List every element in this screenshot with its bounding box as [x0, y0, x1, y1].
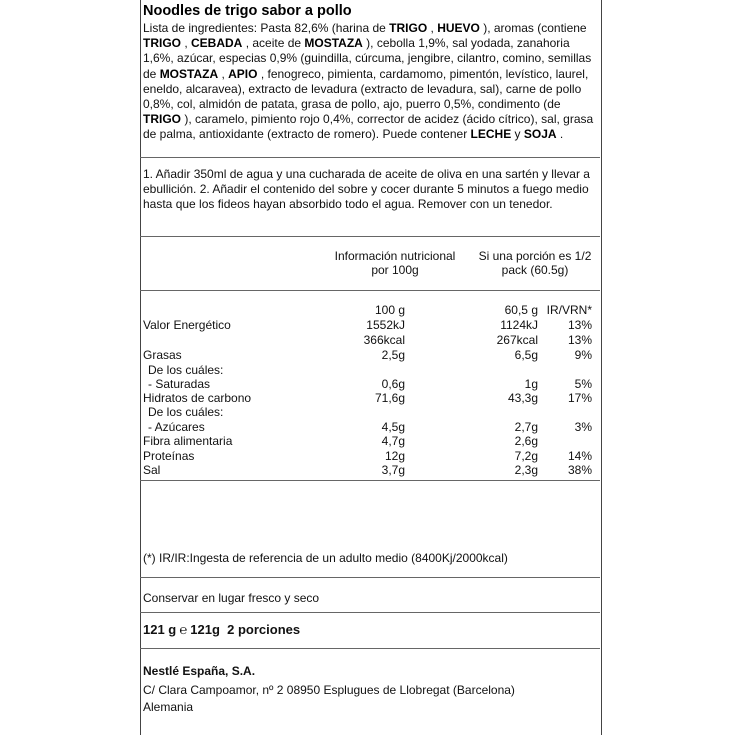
nutrient-ir-percent: 9%: [574, 348, 592, 362]
allergen: MOSTAZA: [304, 36, 363, 51]
nutrient-label: Proteínas: [143, 449, 195, 463]
nutrient-label: - Saturadas: [148, 377, 211, 391]
nutrient-per-portion: 2,3g: [514, 463, 538, 477]
allergen: SOJA: [523, 127, 557, 142]
nutrient-ir-percent: 17%: [567, 391, 592, 405]
ingredient-text: y: [511, 127, 524, 142]
ingredient-text: ,: [181, 36, 192, 51]
nutrient-per100: 0,6g: [381, 377, 405, 391]
ingredient-text: ), cebolla 1,9%, sal yodada, zanahoria 1,6%, azúcar, especias 0,9% (guindilla, cúrcuma, jengibre, cilantro, comino, semillas de: [143, 36, 592, 81]
allergen: TRIGO: [143, 36, 181, 51]
company-name: [143, 664, 255, 678]
net-weight-line: [143, 622, 300, 637]
divider: [140, 236, 600, 237]
nutrient-per-portion: 2,7g: [514, 420, 538, 434]
preparation-instructions: 1. Añadir 350ml de agua y una cucharada de aceite de oliva en una sartén y llevar a ebullición. 2. Añadir el contenido del sobre y cocer durante 5 minutos a fuego medio hasta que los fideos hayan absorbido todo el agua. Remover con un tenedor.: [143, 167, 590, 212]
ingredient-text: ), caramelo, pimiento rojo 0,4%, corrector de acidez (ácido cítrico), sal, grasa de palma, antioxidante (extracto de romero). Puede contener: [143, 112, 594, 142]
nutrient-label: Sal: [143, 463, 161, 477]
nutrient-label: De los cuáles:: [148, 405, 224, 419]
ingredient-text: .: [556, 127, 564, 142]
unit-portion: 60,5 g: [504, 303, 538, 317]
allergen: HUEVO: [437, 21, 480, 35]
divider: [140, 648, 600, 649]
nutrient-per100: 2,5g: [381, 348, 405, 362]
allergen: CEBADA: [191, 36, 243, 51]
ingredient-text: ), aromas (contiene: [479, 21, 587, 35]
allergen: MOSTAZA: [159, 66, 219, 81]
company-name-text: Nestlé España, S.A.: [143, 664, 256, 678]
divider: [140, 480, 600, 481]
nutrient-ir-percent: 3%: [574, 420, 592, 434]
ingredient-text: ,: [218, 66, 229, 81]
nutrient-ir-percent: 5%: [574, 377, 592, 391]
nutrient-per-portion: 267kcal: [496, 333, 538, 347]
nutrient-per100: 366kcal: [363, 333, 405, 347]
divider: [140, 157, 600, 158]
allergen: LECHE: [470, 127, 512, 142]
nutrition-header-per100: [330, 249, 460, 277]
nutrient-label: De los cuáles:: [148, 363, 224, 377]
nutrient-label: Hidratos de carbono: [143, 391, 252, 405]
nutrition-header-portion: [470, 249, 600, 277]
nutrition-header-portion-line1: Si una porción es 1/2: [478, 249, 592, 263]
ingredients-list: [143, 21, 598, 143]
product-title: Noodles de trigo sabor a pollo: [143, 3, 352, 19]
ingredient-text: ,: [427, 21, 438, 35]
allergen: TRIGO: [389, 21, 428, 35]
country-of-origin: Alemania: [143, 700, 194, 714]
nutrient-per100: 4,7g: [381, 434, 405, 448]
storage-instructions: Conservar en lugar fresco y seco: [143, 591, 320, 605]
divider: [140, 612, 600, 613]
nutrient-per-portion: 6,5g: [514, 348, 538, 362]
nutrient-per100: 3,7g: [381, 463, 405, 477]
company-address: C/ Clara Campoamor, nº 2 08950 Esplugues de Llobregat (Barcelona): [143, 683, 515, 697]
nutrient-per-portion: 2,6g: [514, 434, 538, 448]
nutrient-ir-percent: 14%: [567, 449, 592, 463]
nutrient-label: Grasas: [143, 348, 182, 362]
nutrition-header-portion-line2: pack (60.5g): [501, 263, 569, 277]
estimate-sign-icon: ℮: [179, 622, 188, 637]
unit-ir: IR/VRN*: [546, 303, 592, 317]
nutrient-ir-percent: 13%: [567, 318, 592, 332]
allergen: APIO: [228, 66, 258, 81]
nutrient-label: - Azúcares: [148, 420, 205, 434]
drained-weight: 121g: [190, 622, 220, 637]
ingredient-text: Lista de ingredientes: Pasta 82,6% (harina de: [143, 21, 390, 35]
nutrient-per100: 12g: [384, 449, 405, 463]
ingredient-text: , aceite de: [242, 36, 305, 51]
nutrient-per-portion: 7,2g: [514, 449, 538, 463]
nutrient-per100: 4,5g: [381, 420, 405, 434]
nutrient-per-portion: 1124kJ: [500, 318, 538, 332]
ingredient-text: , fenogreco, pimienta, cardamomo, pimentón, levístico, laurel, eneldo, alcaravea), extracto de levadura (extracto de levadura, sal), carne de pollo 0,8%, col, almidón de patata, grasa de pollo, ajo, puerro 0,5%, condimento (de: [143, 66, 589, 112]
portions: 2 porciones: [227, 622, 301, 637]
nutrient-per-portion: 1g: [524, 377, 538, 391]
net-weight: 121 g: [143, 622, 177, 637]
nutrient-ir-percent: 13%: [567, 333, 592, 347]
nutrient-per100: 1552kJ: [366, 318, 405, 332]
allergen: TRIGO: [143, 112, 181, 127]
nutrient-per-portion: 43,3g: [507, 391, 538, 405]
nutrition-header-per100-line1: Información nutricional: [334, 249, 456, 263]
unit-per100: 100 g: [374, 303, 405, 317]
nutrient-label: Fibra alimentaria: [143, 434, 233, 448]
nutrition-header-per100-line2: por 100g: [371, 263, 419, 277]
divider: [140, 577, 600, 578]
divider: [140, 290, 600, 291]
nutrient-label: Valor Energético: [143, 318, 231, 332]
ir-footnote: (*) IR/IR:Ingesta de referencia de un adulto medio (8400Kj/2000kcal): [143, 551, 508, 565]
nutrient-per100: 71,6g: [374, 391, 405, 405]
nutrient-ir-percent: 38%: [567, 463, 592, 477]
